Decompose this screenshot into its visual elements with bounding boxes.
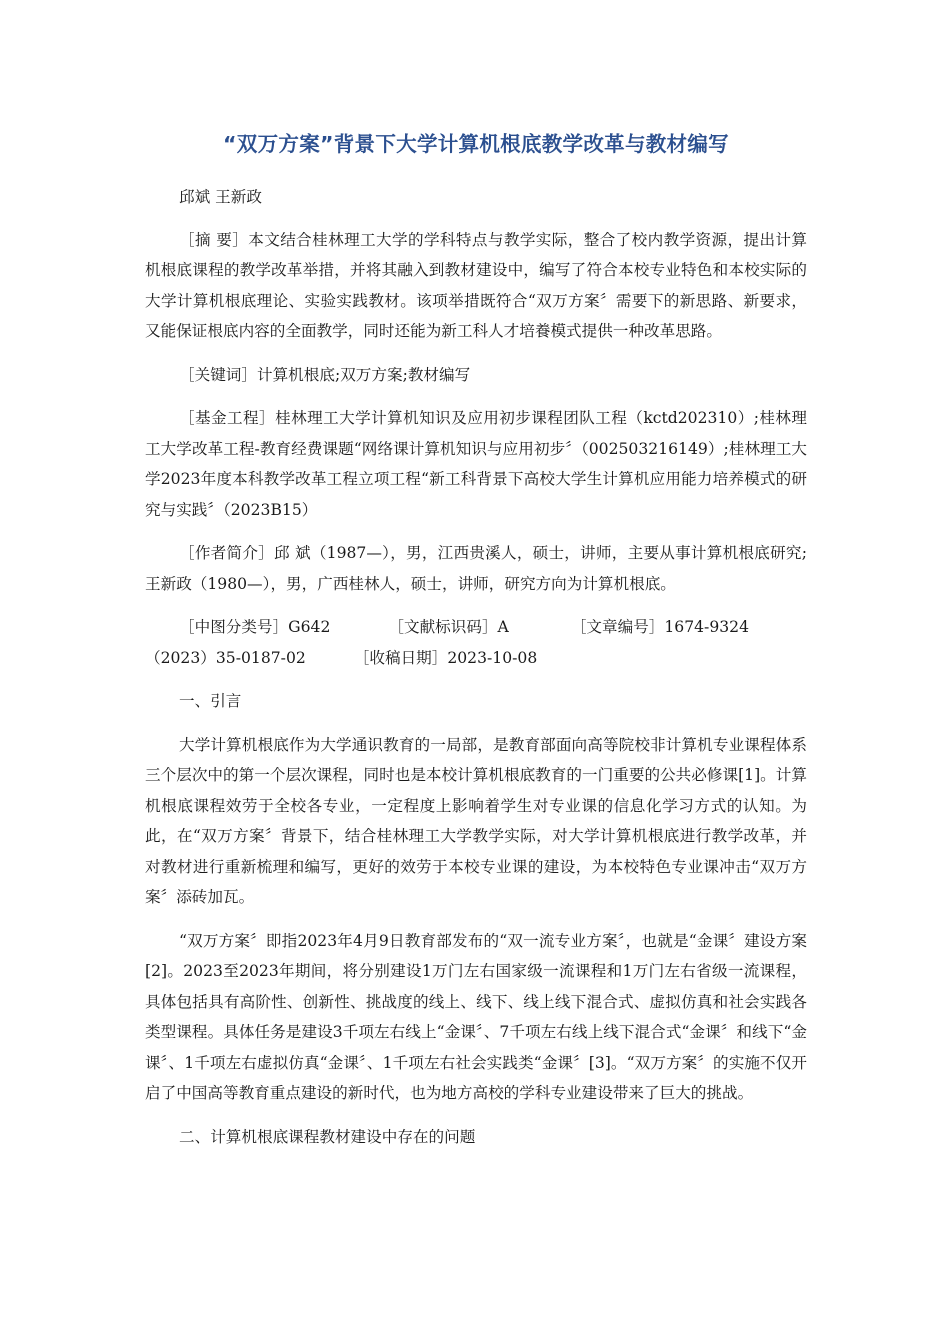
fund-projects: ［基金工程］桂林理工大学计算机知识及应用初步课程团队工程（kctd202310）;桂林理工大学改革工程-教育经费课题“网络课计算机知识与应用初步〞（002503216149）;桂林理工大学2023年度本科教学改革工程立项工程“新工科背景下高校大学生计算机应用能力培养模式的研究与实践〞（2023B15）	[145, 409, 807, 519]
document-page	[145, 128, 807, 1165]
author-intro: ［作者简介］邱 斌（1987—），男，江西贵溪人，硕士，讲师，主要从事计算机根底研究;王新政（1980—），男，广西桂林人，硕士，讲师，研究方向为计算机根底。	[145, 544, 807, 593]
intro-paragraph-1: 大学计算机根底作为大学通识教育的一局部，是教育部面向高等院校非计算机专业课程体系三个层次中的第一个层次课程，同时也是本校计算机根底教育的一门重要的公共必修课[1]。计算机根底课程效劳于全校各专业，一定程度上影响着学生对专业课的信息化学习方式的认知。为此，在“双万方案〞背景下，结合桂林理工大学教学实际，对大学计算机根底进行教学改革，并对教材进行重新梳理和编写，更好的效劳于本校专业课的建设，为本校特色专业课冲击“双万方案〞添砖加瓦。	[145, 735, 807, 906]
received-date: ［收稿日期］2023-10-08	[353, 648, 538, 667]
document-code: ［文献标识码］A	[388, 618, 509, 636]
classification-block	[145, 612, 807, 673]
article-number: ［文章编号］1674-9324（2023）35-0187-02	[145, 618, 750, 667]
keywords: ［关键词］计算机根底;双万方案;教材编写	[179, 365, 471, 384]
section-heading-introduction: 一、引言	[179, 692, 242, 710]
intro-paragraph-2: “双万方案〞即指2023年4月9日教育部发布的“双一流专业方案〞，也就是“金课〞建设方案[2]。2023至2023年期间，将分别建设1万门左右国家级一流课程和1万门左右省级一流课程，具体包括具有高阶性、创新性、挑战度的线上、线下、线上线下混合式、虚拟仿真和社会实践各类型课程。具体任务是建设3千项左右线上“金课〞、7千项左右线上线下混合式“金课〞和线下“金课〞、1千项左右虚拟仿真“金课〞、1千项左右社会实践类“金课〞[3]。“双万方案〞的实施不仅开启了中国高等教育重点建设的新时代，也为地方高校的学科专业建设带来了巨大的挑战。	[145, 931, 807, 1102]
page-title: “双万方案”背景下大学计算机根底教学改革与教材编写	[223, 132, 729, 156]
section-heading-problems: 二、计算机根底课程教材建设中存在的问题	[179, 1127, 476, 1146]
authors: 邱斌 王新政	[179, 188, 262, 206]
clc-number: ［中图分类号］G642	[179, 618, 331, 636]
abstract: ［摘 要］本文结合桂林理工大学的学科特点与教学实际，整合了校内教学资源，提出计算机根底课程的教学改革举措，并将其融入到教材建设中，编写了符合本校专业特色和本校实际的大学计算机根底理论、实验实践教材。该项举措既符合“双万方案〞需要下的新思路、新要求，又能保证根底内容的全面教学，同时还能为新工科人才培養模式提供一种改革思路。	[145, 230, 807, 340]
